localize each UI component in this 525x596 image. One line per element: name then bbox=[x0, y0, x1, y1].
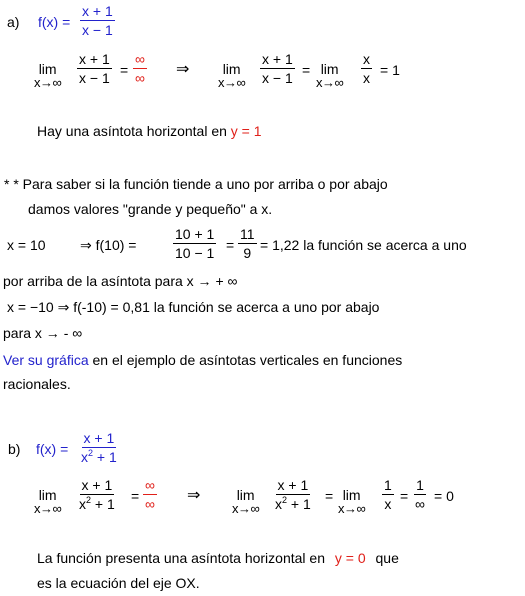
limit-fraction bbox=[361, 51, 372, 86]
numerator: x bbox=[363, 51, 370, 67]
lim-word: lim bbox=[38, 487, 57, 503]
denominator: x − 1 bbox=[79, 70, 110, 86]
lim-subscript: x→∞ bbox=[34, 501, 62, 516]
numerator: x + 1 bbox=[83, 430, 115, 446]
part-b-label: b) bbox=[8, 441, 21, 457]
limit-fraction bbox=[77, 51, 112, 86]
denominator: x − 1 bbox=[262, 70, 293, 86]
limit-fraction bbox=[382, 477, 394, 512]
numerator: x + 1 bbox=[277, 477, 309, 493]
lim-word: lim bbox=[236, 487, 255, 503]
limit-fraction bbox=[260, 51, 295, 86]
indeterminate-form bbox=[143, 477, 157, 512]
part-b-function-lhs: f(x) = bbox=[36, 441, 69, 457]
calc-line-2: por arriba de la asíntota para x → + ∞ bbox=[3, 273, 238, 289]
calc-tail: = 1,22 la función se acerca a uno bbox=[260, 237, 467, 253]
numerator: 10 + 1 bbox=[175, 226, 215, 242]
equals-sign: = bbox=[325, 488, 334, 504]
lim-subscript: x→∞ bbox=[34, 75, 62, 90]
limit-operator bbox=[34, 62, 61, 90]
part-b-function-fraction bbox=[79, 430, 119, 465]
calc-result-fraction bbox=[238, 226, 257, 261]
limit-fraction bbox=[77, 477, 117, 512]
numerator: x + 1 bbox=[81, 477, 113, 493]
denominator: $x^2 + 1$ bbox=[275, 495, 311, 512]
asymptote-statement-line-2: es la ecuación del eje OX. bbox=[37, 575, 200, 591]
asymptote-text: Hay una asíntota horizontal en bbox=[37, 123, 227, 139]
numerator: 1 bbox=[384, 477, 392, 493]
limit-result: = 0 bbox=[434, 488, 454, 504]
implies-arrow: ⇒ bbox=[176, 61, 190, 78]
asymptote-text: La función presenta una asíntota horizontal en bbox=[37, 550, 325, 566]
graph-reference-line-2: racionales. bbox=[3, 376, 71, 392]
denominator: ∞ bbox=[135, 70, 145, 86]
calc2-line-1: x = −10 ⇒ f(-10) = 0,81 la función se acerca a uno por abajo bbox=[7, 299, 380, 315]
limit-operator bbox=[218, 62, 245, 90]
asymptote-equation: y = 0 bbox=[334, 550, 366, 566]
lim-word: lim bbox=[38, 61, 57, 77]
indeterminate-form bbox=[133, 51, 147, 86]
implies-arrow: ⇒ bbox=[187, 487, 201, 504]
part-a-function-lhs: f(x) = bbox=[38, 14, 71, 30]
asymptote-statement bbox=[37, 123, 262, 139]
calc-x-value: x = 10 bbox=[7, 237, 46, 253]
lim-word: lim bbox=[342, 487, 361, 503]
graph-reference-text: en el ejemplo de asíntotas verticales en funciones bbox=[88, 352, 403, 368]
asymptote-statement bbox=[37, 550, 399, 566]
numerator: ∞ bbox=[135, 51, 145, 67]
equals-sign: = bbox=[400, 488, 409, 504]
asymptote-equation: y = 1 bbox=[230, 123, 262, 139]
part-a-function-fraction bbox=[80, 3, 115, 38]
denominator: x bbox=[384, 496, 392, 512]
limit-operator bbox=[316, 62, 343, 90]
denominator: 9 bbox=[243, 245, 252, 261]
part-a-label: a) bbox=[7, 14, 20, 30]
limit-fraction bbox=[413, 477, 427, 512]
note-line-1: * * Para saber si la función tiende a uno por arriba o por abajo bbox=[4, 176, 388, 192]
limit-fraction bbox=[273, 477, 313, 512]
denominator: x − 1 bbox=[82, 22, 113, 38]
numerator: 11 bbox=[240, 226, 255, 242]
denominator: 10 − 1 bbox=[175, 245, 215, 261]
equals-sign: = bbox=[131, 488, 140, 504]
denominator: ∞ bbox=[415, 496, 425, 512]
lim-subscript: x→∞ bbox=[316, 75, 344, 90]
lim-subscript: x→∞ bbox=[218, 75, 246, 90]
limit-operator bbox=[338, 488, 365, 516]
graph-reference bbox=[3, 352, 402, 368]
limit-operator bbox=[34, 488, 61, 516]
lim-word: lim bbox=[222, 61, 241, 77]
lim-subscript: x→∞ bbox=[232, 501, 260, 516]
see-graph-link[interactable]: Ver su gráfica bbox=[3, 352, 89, 368]
calc2-line-2: para x → - ∞ bbox=[3, 325, 83, 341]
denominator: $x^2 + 1$ bbox=[79, 495, 115, 512]
equals-sign: = bbox=[226, 237, 235, 253]
lim-word: lim bbox=[320, 61, 339, 77]
numerator: ∞ bbox=[145, 477, 155, 493]
lim-subscript: x→∞ bbox=[338, 501, 366, 516]
limit-result: = 1 bbox=[380, 62, 400, 78]
asymptote-text-end: que bbox=[375, 550, 399, 566]
calc-f-value: ⇒ f(10) = bbox=[80, 237, 137, 253]
limit-operator bbox=[232, 488, 259, 516]
equals-sign: = bbox=[120, 62, 129, 78]
numerator: x + 1 bbox=[82, 3, 113, 19]
denominator: ∞ bbox=[145, 496, 155, 512]
denominator: $x^2 + 1$ bbox=[81, 448, 117, 465]
equals-sign: = bbox=[302, 62, 311, 78]
numerator: 1 bbox=[416, 477, 424, 493]
numerator: x + 1 bbox=[262, 51, 293, 67]
note-line-2: damos valores "grande y pequeño" a x. bbox=[28, 201, 273, 217]
calc-fraction bbox=[173, 226, 216, 261]
denominator: x bbox=[363, 70, 370, 86]
numerator: x + 1 bbox=[79, 51, 110, 67]
